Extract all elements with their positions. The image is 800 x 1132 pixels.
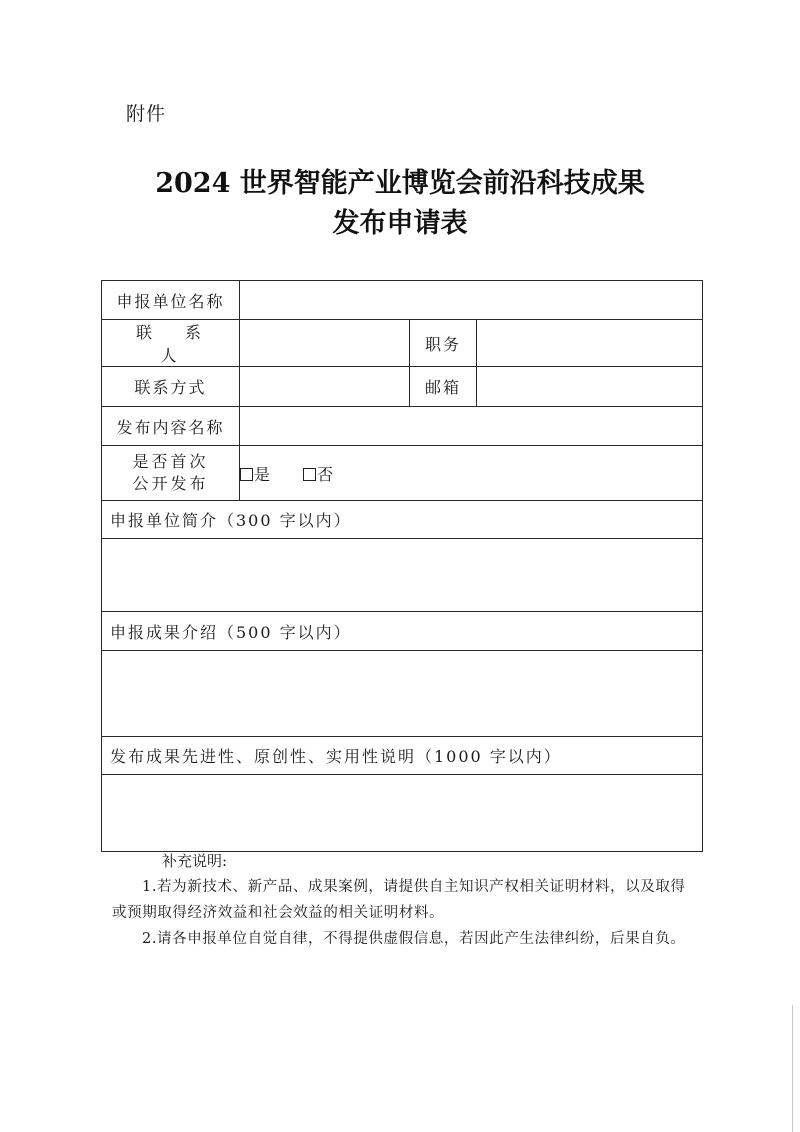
document-title	[0, 164, 800, 244]
row-contact-person	[102, 320, 703, 367]
row-applicant-org	[102, 281, 703, 320]
notes-heading: 补充说明:	[162, 852, 228, 870]
contact-person-field[interactable]	[240, 320, 410, 367]
row-achievement-intro-body	[102, 651, 703, 737]
note-item-2: 2.请各申报单位自觉自律，不得提供虚假信息，若因此产生法律纠纷，后果自负。	[142, 931, 686, 947]
email-field[interactable]	[477, 367, 703, 407]
achievement-intro-label: 申报成果介绍（500 字以内）	[102, 612, 703, 651]
applicant-org-field[interactable]	[240, 281, 703, 320]
row-contact-method	[102, 367, 703, 407]
row-advancement-header	[102, 737, 703, 775]
row-release-content	[102, 407, 703, 446]
option-yes-label: 是	[254, 464, 271, 484]
checkbox-yes[interactable]	[240, 468, 253, 481]
option-no-label: 否	[317, 464, 334, 484]
org-intro-field[interactable]	[102, 539, 703, 612]
title-line-2: 发布申请表	[332, 208, 468, 239]
first-public-option-no[interactable]	[303, 462, 333, 485]
row-org-intro-body	[102, 539, 703, 612]
supplementary-notes	[112, 848, 692, 952]
note-item-1: 1.若为新技术、新产品、成果案例，请提供自主知识产权相关证明材料，以及取得或预期取得经济效益和社会效益的相关证明材料。	[112, 879, 686, 921]
first-public-label	[102, 446, 240, 501]
scan-artifact-line	[792, 1005, 793, 1132]
achievement-intro-field[interactable]	[102, 651, 703, 737]
position-field[interactable]	[477, 320, 703, 367]
contact-person-label: 联 系 人	[102, 320, 240, 367]
org-intro-label: 申报单位简介（300 字以内）	[102, 501, 703, 539]
first-public-options	[240, 446, 703, 501]
advancement-field[interactable]	[102, 775, 703, 852]
position-label: 职务	[410, 320, 477, 367]
applicant-org-label: 申报单位名称	[102, 281, 240, 320]
first-public-label-line-2: 公开发布	[132, 474, 209, 493]
email-label: 邮箱	[410, 367, 477, 407]
row-achievement-intro-header	[102, 612, 703, 651]
attachment-label: 附件	[126, 103, 167, 125]
row-advancement-body	[102, 775, 703, 852]
contact-method-label: 联系方式	[102, 367, 240, 407]
application-form-table	[101, 280, 703, 852]
release-content-field[interactable]	[240, 407, 703, 446]
contact-method-field[interactable]	[240, 367, 410, 407]
row-first-public	[102, 446, 703, 501]
title-line-1: 2024 世界智能产业博览会前沿科技成果	[155, 168, 645, 199]
row-org-intro-header	[102, 501, 703, 539]
advancement-label: 发布成果先进性、原创性、实用性说明（1000 字以内）	[102, 737, 703, 775]
first-public-option-yes[interactable]	[240, 462, 270, 485]
first-public-label-line-1: 是否首次	[132, 452, 209, 471]
checkbox-no[interactable]	[303, 468, 316, 481]
release-content-label: 发布内容名称	[102, 407, 240, 446]
